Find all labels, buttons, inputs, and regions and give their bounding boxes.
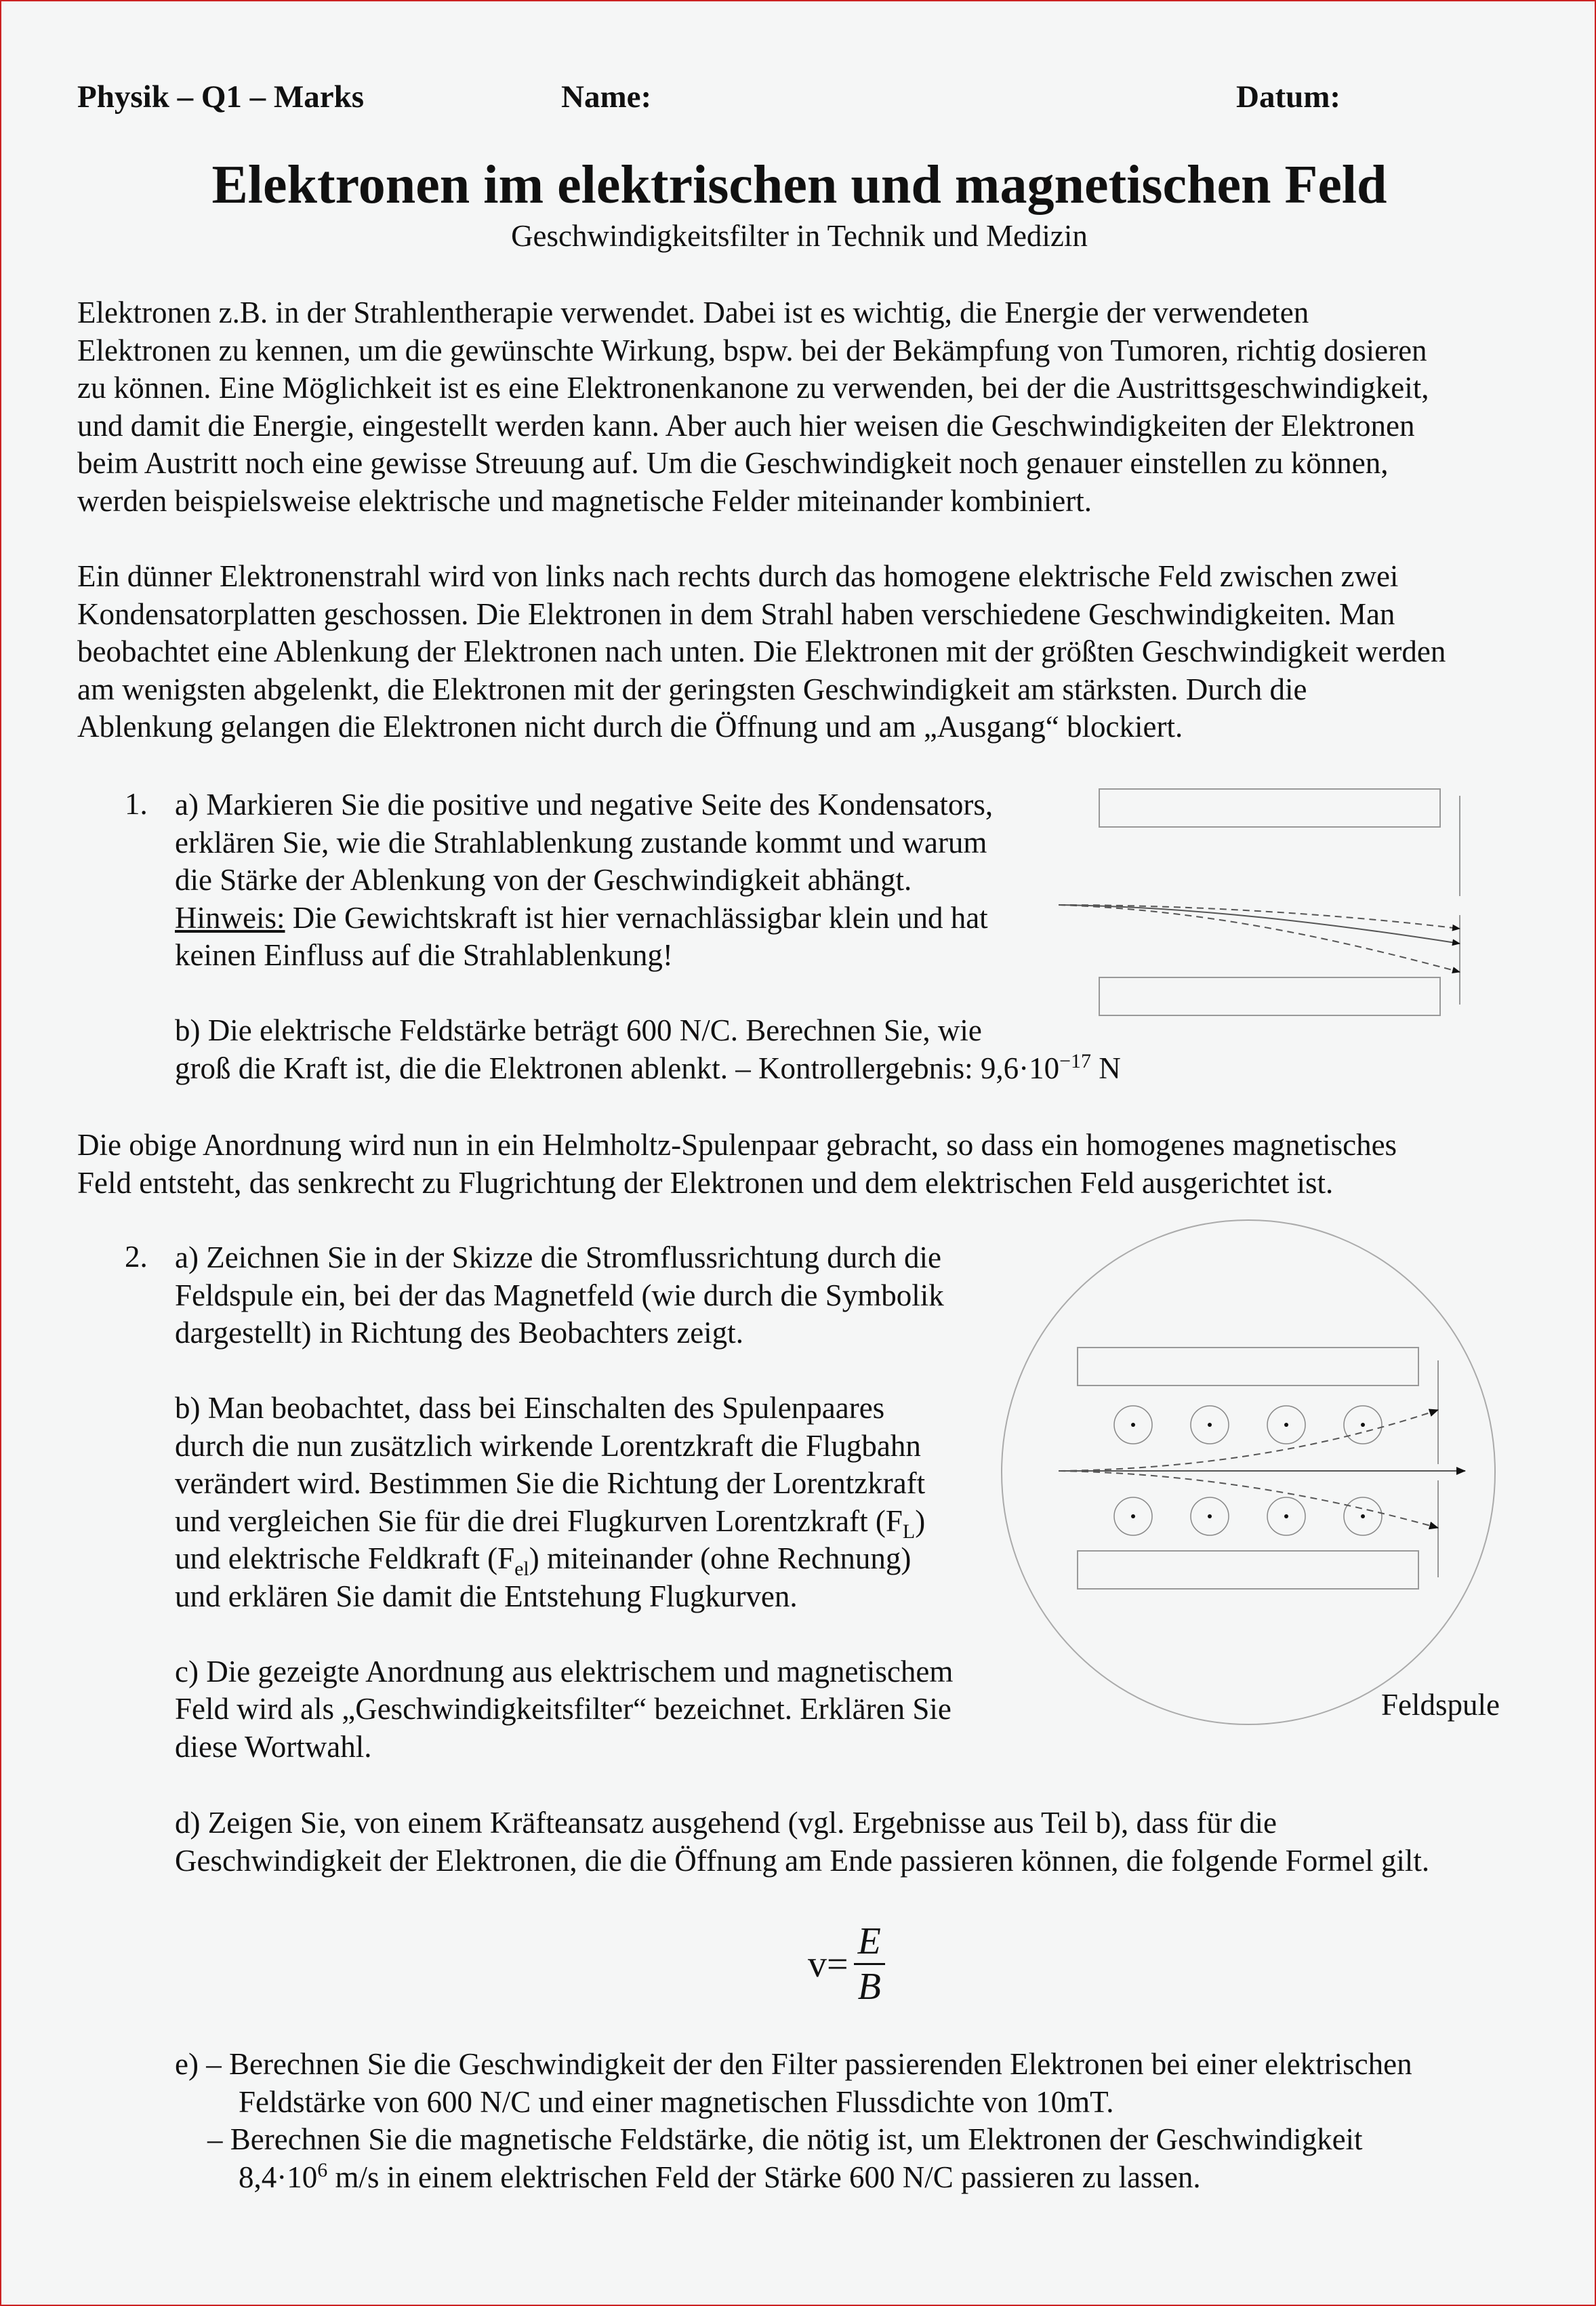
velocity-formula xyxy=(808,1920,885,2008)
task2-number: 2. xyxy=(125,1240,148,1274)
text-line: Ein dünner Elektronenstrahl wird von links nach rechts durch das homogene elektrische Feld zwischen zwei xyxy=(77,559,1399,593)
field-symbols-upper xyxy=(1114,1406,1382,1444)
text-line: a) Markieren Sie die positive und negative Seite des Kondensators, xyxy=(175,788,994,822)
text-line: keinen Einfluss auf die Strahlablenkung! xyxy=(175,938,673,972)
beam-path-slow xyxy=(1059,905,1460,972)
capacitor-plate-bottom xyxy=(1099,977,1440,1015)
exponent: 6 xyxy=(317,2158,328,2181)
task2d-text xyxy=(175,1804,1564,1880)
text-line xyxy=(175,1540,1008,1578)
name-label: Name: xyxy=(561,79,652,115)
hint-text: Die Gewichtskraft ist hier vernachlässigbar klein und hat xyxy=(285,900,988,935)
text-line: am wenigsten abgelenkt, die Elektronen mit der geringsten Geschwindigkeit am stärksten. Durch die xyxy=(77,672,1307,706)
hint-label: Hinweis: xyxy=(175,900,285,935)
text-line xyxy=(175,2159,1564,2197)
spacer xyxy=(175,975,1191,1013)
coil-diagram xyxy=(998,1215,1499,1730)
text-line: zu können. Eine Möglichkeit ist es eine Elektronenkanone zu verwenden, bei der die Austrittsgeschwindigkeit, xyxy=(77,371,1429,405)
text-line xyxy=(175,1503,1008,1541)
setup-paragraph xyxy=(77,558,1534,746)
spacer xyxy=(175,1615,1008,1653)
text-line: und erklären Sie damit die Entstehung Flugkurven. xyxy=(175,1579,798,1613)
field-coil-circle xyxy=(1002,1220,1495,1724)
task2e-text xyxy=(175,2046,1564,2196)
formula-lhs: v= xyxy=(808,1943,848,1985)
subscript: L xyxy=(902,1520,916,1543)
course-label: Physik – Q1 – Marks xyxy=(77,79,365,115)
text-segment: N xyxy=(1091,1051,1121,1085)
text-line: Elektronen z.B. in der Strahlentherapie verwendet. Dabei ist es wichtig, die Energie der verwendeten xyxy=(77,296,1309,329)
text-segment: ) xyxy=(915,1503,926,1538)
text-line: Feld entsteht, das senkrecht zu Flugrichtung der Elektronen und dem elektrischen Feld ausgerichtet ist. xyxy=(77,1165,1334,1200)
text-line: dargestellt) in Richtung des Beobachters zeigt. xyxy=(175,1316,743,1350)
text-segment: groß die Kraft ist, die die Elektronen ablenkt. – Kontrollergebnis: 9,6·10 xyxy=(175,1051,1060,1085)
text-line: Elektronen zu kennen, um die gewünschte Wirkung, bspw. bei der Bekämpfung von Tumoren, richtig dosieren xyxy=(77,333,1427,367)
task2-text xyxy=(175,1239,1008,1766)
text-line: werden beispielsweise elektrische und magnetische Felder miteinander kombiniert. xyxy=(77,483,1092,518)
formula-numerator: E xyxy=(857,1920,881,1962)
text-line: beim Austritt noch eine gewisse Streuung auf. Um die Geschwindigkeit noch genauer einstellen zu können, xyxy=(77,446,1389,480)
exponent: −17 xyxy=(1059,1049,1092,1072)
task1-text xyxy=(175,786,1191,1087)
text-line: die Stärke der Ablenkung von der Geschwindigkeit abhängt. xyxy=(175,863,912,897)
subscript: el xyxy=(514,1558,529,1580)
field-symbols-lower xyxy=(1114,1497,1382,1535)
text-segment: m/s in einem elektrischen Feld der Stärke 600 N/C passieren zu lassen. xyxy=(327,2160,1201,2194)
text-segment: 8,4·10 xyxy=(239,2160,318,2194)
text-line: beobachtet eine Ablenkung der Elektronen nach unten. Die Elektronen mit der größten Geschwindigkeit werden xyxy=(77,634,1446,668)
text-line: und damit die Energie, eingestellt werden kann. Aber auch hier weisen die Geschwindigkeiten der Elektronen xyxy=(77,408,1415,443)
capacitor-plate-top xyxy=(1099,789,1440,827)
coil-label: Feldspule xyxy=(1381,1688,1500,1722)
text-segment: ) miteinander (ohne Rechnung) xyxy=(529,1541,912,1575)
text-line: verändert wird. Bestimmen Sie die Richtung der Lorentzkraft xyxy=(175,1466,926,1500)
text-line: Kondensatorplatten geschossen. Die Elektronen in dem Strahl haben verschiedene Geschwindigkeiten. Man xyxy=(77,596,1395,631)
formula-fraction xyxy=(854,1920,885,2008)
text-line: b) Man beobachtet, dass bei Einschalten des Spulenpaares xyxy=(175,1391,885,1425)
text-line: erklären Sie, wie die Strahlablenkung zustande kommt und warum xyxy=(175,825,987,859)
hint-line xyxy=(175,899,1191,937)
text-line: e) – Berechnen Sie die Geschwindigkeit der den Filter passierenden Elektronen bei einer elektrischen xyxy=(175,2047,1412,2081)
text-line: Geschwindigkeit der Elektronen, die die Öffnung am Ende passieren können, die folgende Formel gilt. xyxy=(175,1843,1430,1878)
text-line xyxy=(175,1050,1191,1088)
text-line: d) Zeigen Sie, von einem Kräfteansatz ausgehend (vgl. Ergebnisse aus Teil b), dass für die xyxy=(175,1806,1277,1840)
capacitor-diagram xyxy=(1045,781,1479,1025)
date-label: Datum: xyxy=(1236,79,1341,115)
text-line: diese Wortwahl. xyxy=(175,1729,372,1764)
text-segment: und elektrische Feldkraft (F xyxy=(175,1541,515,1575)
capacitor-plate-top xyxy=(1078,1348,1418,1385)
transition-paragraph xyxy=(77,1127,1534,1202)
text-line: Feld wird als „Geschwindigkeitsfilter“ bezeichnet. Erklären Sie xyxy=(175,1692,952,1726)
text-line: b) Die elektrische Feldstärke beträgt 600 N/C. Berechnen Sie, wie xyxy=(175,1013,982,1047)
text-line: Feldstärke von 600 N/C und einer magnetischen Flussdichte von 10mT. xyxy=(239,2084,1114,2119)
text-line: Feldspule ein, bei der das Magnetfeld (wie durch die Symbolik xyxy=(175,1278,944,1312)
page-title: Elektronen im elektrischen und magnetischen Feld xyxy=(211,155,1387,215)
formula-denominator: B xyxy=(854,1963,885,2008)
capacitor-plate-bottom xyxy=(1078,1551,1418,1589)
page-subtitle: Geschwindigkeitsfilter in Technik und Medizin xyxy=(511,219,1088,253)
intro-paragraph xyxy=(77,294,1534,520)
spacer xyxy=(175,1352,1008,1390)
text-line: c) Die gezeigte Anordnung aus elektrischem und magnetischem xyxy=(175,1654,954,1688)
text-segment: und vergleichen Sie für die drei Flugkurven Lorentzkraft (F xyxy=(175,1503,903,1538)
text-line: a) Zeichnen Sie in der Skizze die Stromflussrichtung durch die xyxy=(175,1240,941,1274)
text-line: Ablenkung gelangen die Elektronen nicht durch die Öffnung und am „Ausgang“ blockiert. xyxy=(77,710,1183,744)
text-line: Die obige Anordnung wird nun in ein Helmholtz-Spulenpaar gebracht, so dass ein homogenes magnetisches xyxy=(77,1128,1397,1162)
task1-number: 1. xyxy=(125,787,148,821)
text-line: durch die nun zusätzlich wirkende Lorentzkraft die Flugbahn xyxy=(175,1428,921,1463)
text-line: – Berechnen Sie die magnetische Feldstärke, die nötig ist, um Elektronen der Geschwindigkeit xyxy=(207,2122,1363,2156)
